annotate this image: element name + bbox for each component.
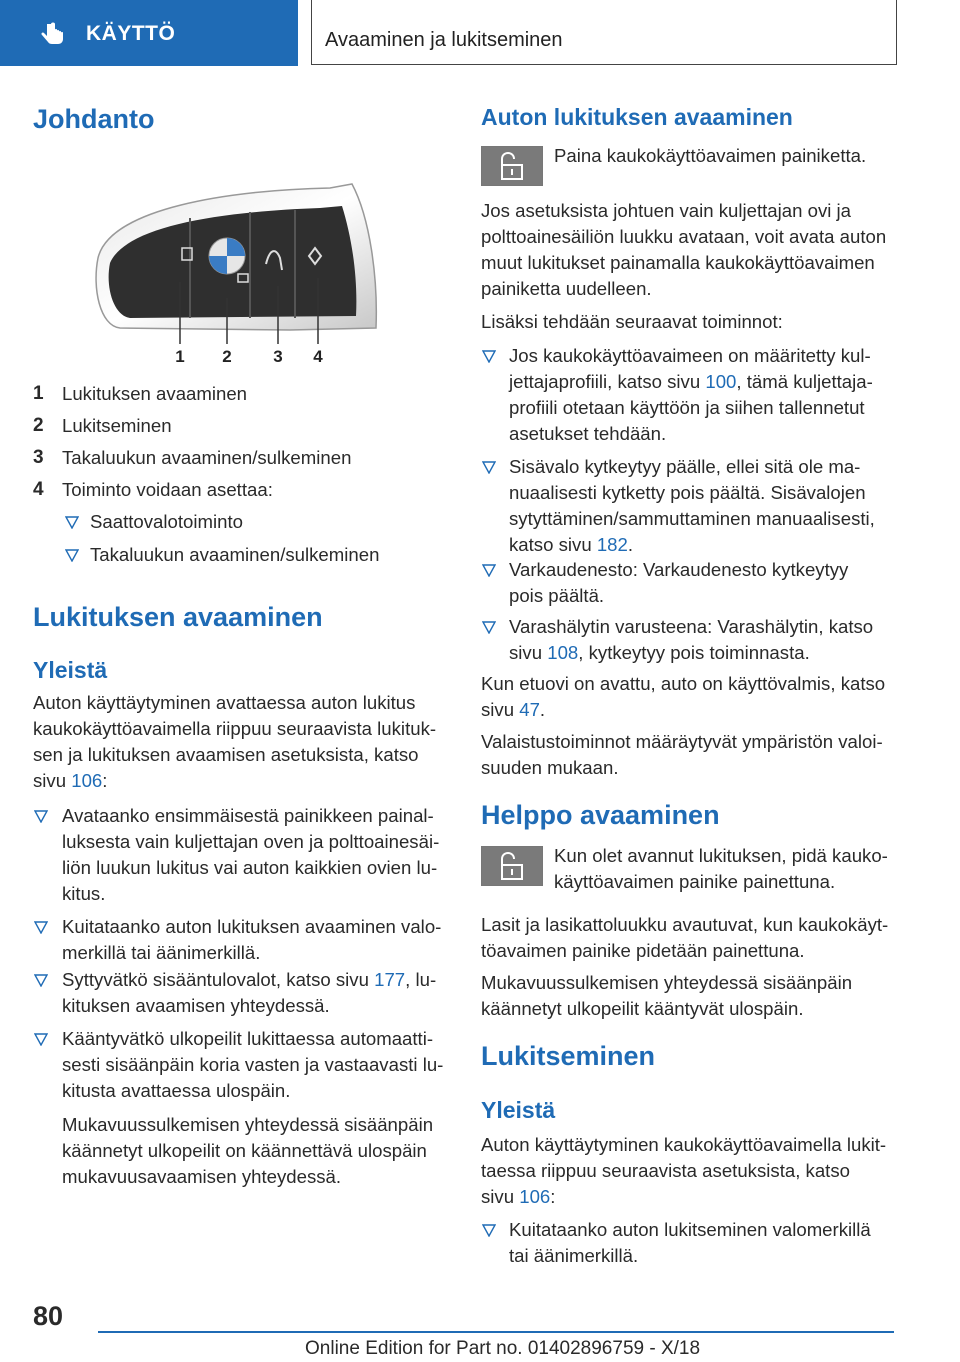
paragraph-text: Kun etuovi on avattu, auto on käyttövalmis, katso (481, 673, 886, 694)
heading-unlock: Lukituksen avaaminen (33, 602, 323, 632)
legend-num: 4 (33, 479, 44, 500)
bullet-text: katso sivu 182. (509, 534, 634, 555)
easy-unlock-text: Kun olet avannut lukituksen, pidä kauko- (554, 845, 888, 866)
section-tab (0, 0, 298, 66)
subheading-general: Yleistä (481, 1097, 556, 1123)
subheading-general: Yleistä (33, 657, 108, 683)
heading-easy-unlock: Helppo avaaminen (481, 800, 720, 830)
legend-num: 1 (33, 383, 44, 404)
legend-num: 2 (33, 415, 44, 436)
paragraph-text: Jos asetuksista johtuen vain kuljettajan ovi ja (481, 200, 852, 221)
bullet-text: liön luukun lukitus vai auton kaikkien ovien lu- (62, 857, 438, 878)
legend-num: 3 (33, 447, 44, 468)
figure-label-3: 3 (273, 347, 283, 366)
bullet-text: kitus. (62, 883, 106, 904)
page-link[interactable]: 108 (547, 642, 579, 663)
paragraph-text: sivu 47. (481, 699, 546, 720)
page-header (0, 0, 960, 66)
bullet-text: Jos kaukokäyttöavaimeen on määritetty kul- (509, 345, 871, 366)
paragraph-text: Lasit ja lasikattoluukku avautuvat, kun kaukokäyt- (481, 914, 889, 935)
bullet-text: asetukset tehdään. (509, 423, 667, 444)
unlock-button-icon (481, 146, 543, 186)
bullet-text: nuaalisesti kytketty pois päältä. Sisävalojen (509, 482, 866, 503)
bullet-text: Sisävalo kytkeytyy päälle, ellei sitä ole ma- (509, 456, 861, 477)
bullet-text: mukavuusavaamisen yhteydessä. (62, 1166, 342, 1187)
section-name: KÄYTTÖ (86, 22, 176, 45)
bullet-text: sivu 108, kytkeytyy pois toiminnasta. (509, 642, 810, 663)
bullet-text: sesti sisäänpäin koria vasten ja vastaavasti lu- (62, 1054, 444, 1075)
bullet-triangle-icon (34, 1032, 48, 1046)
edition-text: Online Edition for Part no. 01402896759 - X/18 (305, 1338, 701, 1359)
bullet-text: merkillä tai äänimerkillä. (62, 942, 261, 963)
easy-unlock-text: käyttöavaimen painike painettuna. (554, 871, 836, 892)
sub-bullet-text: Takaluukun avaaminen/sulkeminen (90, 544, 380, 565)
bullet-text: Varashälytin varusteena: Varashälytin, katso (509, 616, 874, 637)
paragraph-text: suuden mukaan. (481, 757, 619, 778)
unlock-button-icon (481, 846, 543, 886)
bullet-text: Varkaudenesto: Varkaudenesto kytkeytyy (509, 559, 849, 580)
page-link[interactable]: 106 (71, 770, 103, 791)
general-text: Auton käyttäytyminen kaukokäyttöavaimella lukit- (481, 1134, 887, 1155)
bullet-text: käännetyt ulkopeilit on käännettävä ulospäin (62, 1140, 427, 1161)
bullet-text: Avataanko ensimmäisestä painikkeen painal- (62, 805, 434, 826)
bullet-text: luksesta vain kuljettajan oven ja polttoainesäi- (62, 831, 440, 852)
general-text: kaukokäyttöavaimella riippuu seuraavista lukituk- (33, 718, 437, 739)
paragraph-text: käännetyt ulkopeilit kääntyvät ulospäin. (481, 998, 804, 1019)
bullet-text: kituksen avaamisen yhteydessä. (62, 995, 330, 1016)
chapter-title: Avaaminen ja lukitseminen (325, 29, 563, 51)
heading-locking: Lukitseminen (481, 1041, 656, 1071)
figure-label-1: 1 (175, 347, 185, 366)
bullet-text: Kuitataanko auton lukitseminen valomerkillä (509, 1219, 871, 1240)
page-link[interactable]: 47 (519, 699, 540, 720)
bullet-triangle-icon (482, 1223, 496, 1237)
figure-label-4: 4 (313, 347, 323, 366)
legend-text: Lukitseminen (62, 415, 172, 436)
legend-text: Takaluukun avaaminen/sulkeminen (62, 447, 352, 468)
bullet-triangle-icon (34, 920, 48, 934)
bullet-text: profiili otetaan käyttöön ja siihen tallennetut (509, 397, 865, 418)
bullet-triangle-icon (65, 548, 79, 562)
footer-divider (98, 1331, 894, 1333)
bullet-triangle-icon (65, 515, 79, 529)
paragraph-text: polttoainesäiliön luukku avataan, voit avata auton (481, 226, 887, 247)
page-link[interactable]: 182 (596, 534, 628, 555)
general-text: sivu 106: (33, 770, 108, 791)
general-text: sivu 106: (481, 1186, 556, 1207)
bullet-text: Mukavuussulkemisen yhteydessä sisäänpäin (62, 1114, 434, 1135)
general-text: Auton käyttäytyminen avattaessa auton lukitus (33, 692, 416, 713)
key-fob-figure (90, 178, 390, 368)
bullet-text: Syttyvätkö sisääntulovalot, katso sivu 177, lu- (62, 969, 437, 990)
paragraph-text: Valaistustoiminnot määräytyvät ympäristön valoi- (481, 731, 883, 752)
paragraph-text: muut lukitukset painamalla kaukokäyttöavaimen (481, 252, 875, 273)
bullet-triangle-icon (34, 973, 48, 987)
bullet-text: jettajaprofiili, katso sivu 100, tämä kuljettaja- (509, 371, 873, 392)
hand-pointer-icon (38, 22, 66, 48)
press-button-text: Paina kaukokäyttöavaimen painiketta. (554, 145, 867, 166)
sub-bullet-text: Saattovalotoiminto (90, 511, 243, 532)
general-text: sen ja lukituksen avaamisen asetuksista, katso (33, 744, 419, 765)
page-link[interactable]: 100 (705, 371, 737, 392)
figure-label-2: 2 (222, 347, 232, 366)
heading-intro: Johdanto (33, 104, 155, 134)
paragraph-text: Mukavuussulkemisen yhteydessä sisäänpäin (481, 972, 853, 993)
page-number: 80 (33, 1301, 64, 1331)
bullet-triangle-icon (482, 620, 496, 634)
paragraph-text: painiketta uudelleen. (481, 278, 652, 299)
page-link[interactable]: 177 (374, 969, 406, 990)
legend-text: Lukituksen avaaminen (62, 383, 248, 404)
bullet-triangle-icon (482, 349, 496, 363)
page-link[interactable]: 106 (519, 1186, 551, 1207)
legend-text: Toiminto voidaan asettaa: (62, 479, 273, 500)
general-text: taessa riippuu seuraavista asetuksista, katso (481, 1160, 850, 1181)
bullet-text: tai äänimerkillä. (509, 1245, 639, 1266)
bullet-text: Kääntyvätkö ulkopeilit lukittaessa automaatti- (62, 1028, 434, 1049)
paragraph-text: Lisäksi tehdään seuraavat toiminnot: (481, 311, 783, 332)
bullet-triangle-icon (482, 563, 496, 577)
heading-car-unlock: Auton lukituksen avaaminen (481, 104, 793, 130)
paragraph-text: töavaimen painike pidetään painettuna. (481, 940, 805, 961)
bullet-triangle-icon (34, 809, 48, 823)
bullet-text: pois päältä. (509, 585, 605, 606)
bullet-text: kitusta avattaessa ulospäin. (62, 1080, 291, 1101)
bullet-triangle-icon (482, 460, 496, 474)
bullet-text: sytyttäminen/sammuttaminen manuaalisesti, (509, 508, 875, 529)
bullet-text: Kuitataanko auton lukituksen avaaminen valo- (62, 916, 442, 937)
